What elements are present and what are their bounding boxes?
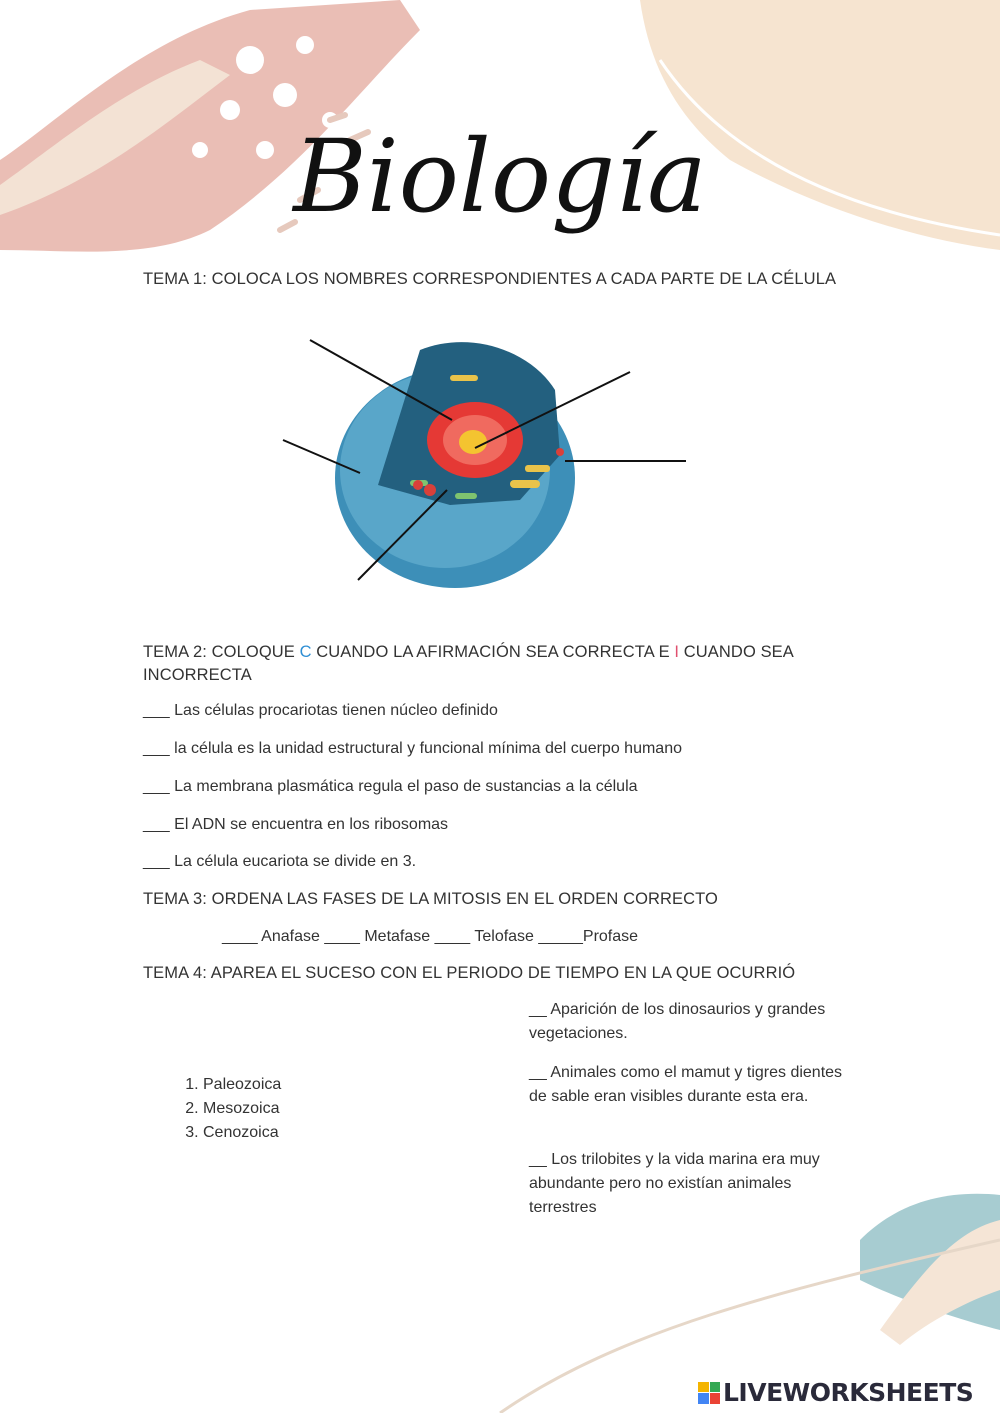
tema2-heading-pre: TEMA 2: COLOQUE xyxy=(143,643,300,661)
event-2: __ Animales como el mamut y tigres dientes de sable eran visibles durante esta era. xyxy=(529,1064,843,1105)
statement-4: ___ El ADN se encuentra en los ribosomas xyxy=(143,816,449,833)
tema1-heading: TEMA 1: COLOCA LOS NOMBRES CORRESPONDIENTES A CADA PARTE DE LA CÉLULA xyxy=(143,270,837,288)
tema2-heading-i: I xyxy=(674,643,680,661)
brand-name: LIVEWORKSHEETS xyxy=(723,1378,974,1407)
tema2-heading-c: C xyxy=(299,643,312,661)
era-item: 3. Cenozoica xyxy=(203,1121,281,1145)
tema2-heading-mid: CUANDO LA AFIRMACIÓN SEA CORRECTA E xyxy=(311,643,675,661)
tema2-heading xyxy=(143,643,794,662)
tema4-heading: TEMA 4: APAREA EL SUCESO CON EL PERIODO DE TIEMPO EN LA QUE OCURRIÓ xyxy=(143,964,796,982)
statement-1: ___ Las células procariotas tienen núcleo definido xyxy=(143,702,498,719)
tema2-heading-line2: INCORRECTA xyxy=(143,666,252,684)
tema3-heading: TEMA 3: ORDENA LAS FASES DE LA MITOSIS EN EL ORDEN CORRECTO xyxy=(143,890,718,908)
event-3: __ Los trilobites y la vida marina era muy abundante pero no existían animales terrestres xyxy=(529,1151,820,1216)
event-1: __ Aparición de los dinosaurios y grandes vegetaciones. xyxy=(529,1001,826,1042)
statement-2: ___ la célula es la unidad estructural y funcional mínima del cuerpo humano xyxy=(143,740,682,757)
tema2-heading-post: CUANDO SEA xyxy=(679,643,794,661)
statement-3: ___ La membrana plasmática regula el paso de sustancias a la célula xyxy=(143,778,638,795)
page-title: Biología xyxy=(293,118,707,235)
era-item: 2. Mesozoica xyxy=(203,1097,281,1121)
era-list xyxy=(168,1073,281,1145)
statement-5: ___ La célula eucariota se divide en 3. xyxy=(143,853,417,870)
brand-footer xyxy=(698,1378,973,1407)
liveworksheets-logo-icon xyxy=(698,1382,720,1404)
mitosis-phases: ____ Anafase ____ Metafase ____ Telofase _____Profase xyxy=(222,928,639,945)
era-item: 1. Paleozoica xyxy=(203,1073,281,1097)
